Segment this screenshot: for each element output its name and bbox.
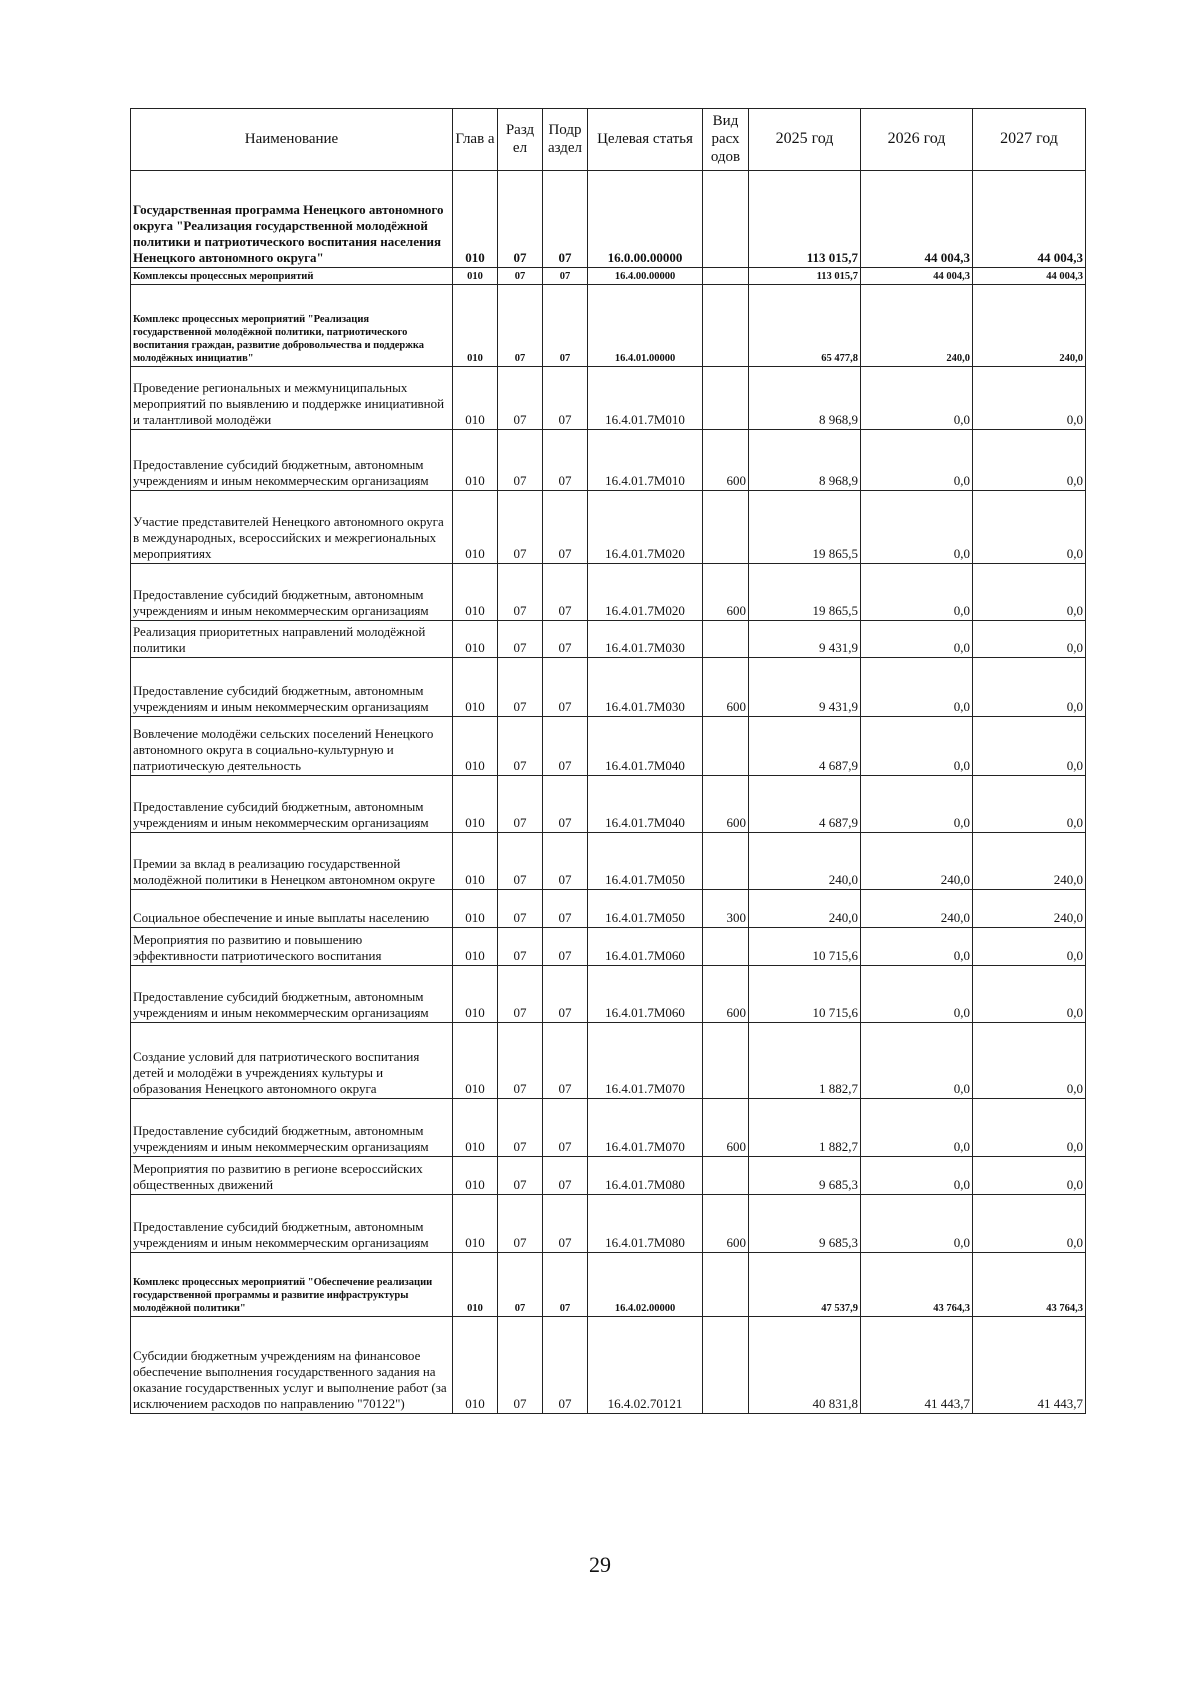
row-podrazdel: 07 bbox=[543, 1157, 588, 1195]
row-tselevaya: 16.4.01.7М060 bbox=[588, 928, 703, 966]
row-vid bbox=[703, 1157, 749, 1195]
row-name: Социальное обеспечение и иные выплаты населению bbox=[131, 890, 453, 928]
row-2027: 0,0 bbox=[973, 621, 1086, 658]
row-glava: 010 bbox=[453, 268, 498, 285]
header-tselevaya: Целевая статья bbox=[588, 109, 703, 171]
row-vid: 600 bbox=[703, 966, 749, 1023]
row-2025: 8 968,9 bbox=[749, 430, 861, 491]
header-2025: 2025 год bbox=[749, 109, 861, 171]
header-name: Наименование bbox=[131, 109, 453, 171]
table-row bbox=[131, 491, 1086, 564]
row-tselevaya: 16.4.01.7М050 bbox=[588, 890, 703, 928]
row-tselevaya: 16.4.01.7М080 bbox=[588, 1195, 703, 1253]
row-vid bbox=[703, 285, 749, 367]
table-row bbox=[131, 658, 1086, 717]
row-name: Мероприятия по развитию и повышению эффективности патриотического воспитания bbox=[131, 928, 453, 966]
row-tselevaya: 16.4.02.00000 bbox=[588, 1253, 703, 1317]
row-podrazdel: 07 bbox=[543, 1317, 588, 1414]
row-tselevaya: 16.0.00.00000 bbox=[588, 171, 703, 268]
row-vid: 600 bbox=[703, 430, 749, 491]
row-name: Комплексы процессных мероприятий bbox=[131, 268, 453, 285]
row-2027: 0,0 bbox=[973, 1099, 1086, 1157]
row-tselevaya: 16.4.01.7М030 bbox=[588, 658, 703, 717]
row-glava: 010 bbox=[453, 491, 498, 564]
row-razdel: 07 bbox=[498, 776, 543, 833]
row-podrazdel: 07 bbox=[543, 966, 588, 1023]
row-razdel: 07 bbox=[498, 285, 543, 367]
row-glava: 010 bbox=[453, 1023, 498, 1099]
row-vid bbox=[703, 833, 749, 890]
row-vid: 600 bbox=[703, 1099, 749, 1157]
row-razdel: 07 bbox=[498, 1023, 543, 1099]
page-number: 29 bbox=[589, 1552, 611, 1577]
row-2027: 0,0 bbox=[973, 430, 1086, 491]
row-podrazdel: 07 bbox=[543, 430, 588, 491]
row-tselevaya: 16.4.01.7М030 bbox=[588, 621, 703, 658]
row-2025: 19 865,5 bbox=[749, 491, 861, 564]
row-2026: 0,0 bbox=[861, 966, 973, 1023]
row-glava: 010 bbox=[453, 1317, 498, 1414]
row-vid: 600 bbox=[703, 564, 749, 621]
table-row bbox=[131, 890, 1086, 928]
row-name: Комплекс процессных мероприятий "Обеспечение реализации государственной программы и развитие инфраструктуры молодёжной политики" bbox=[131, 1253, 453, 1317]
row-tselevaya: 16.4.01.7М040 bbox=[588, 717, 703, 776]
row-name: Комплекс процессных мероприятий "Реализация государственной молодёжной политики, патриотического воспитания граждан, развитие добровольчества и поддержка молодёжных инициатив" bbox=[131, 285, 453, 367]
table-row bbox=[131, 1023, 1086, 1099]
row-glava: 010 bbox=[453, 621, 498, 658]
table-row bbox=[131, 285, 1086, 367]
table-row bbox=[131, 1195, 1086, 1253]
row-podrazdel: 07 bbox=[543, 491, 588, 564]
row-name: Предоставление субсидий бюджетным, автономным учреждениям и иным некоммерческим организациям bbox=[131, 1099, 453, 1157]
row-glava: 010 bbox=[453, 564, 498, 621]
row-razdel: 07 bbox=[498, 833, 543, 890]
row-2027: 44 004,3 bbox=[973, 171, 1086, 268]
row-2025: 240,0 bbox=[749, 833, 861, 890]
row-name: Государственная программа Ненецкого автономного округа "Реализация государственной молодёжной политики и патриотического воспитания населения Ненецкого автономного округа" bbox=[131, 171, 453, 268]
header-2027: 2027 год bbox=[973, 109, 1086, 171]
row-glava: 010 bbox=[453, 171, 498, 268]
row-razdel: 07 bbox=[498, 367, 543, 430]
row-glava: 010 bbox=[453, 285, 498, 367]
row-tselevaya: 16.4.01.00000 bbox=[588, 285, 703, 367]
row-2027: 0,0 bbox=[973, 1023, 1086, 1099]
row-razdel: 07 bbox=[498, 966, 543, 1023]
row-vid bbox=[703, 717, 749, 776]
row-podrazdel: 07 bbox=[543, 621, 588, 658]
table-row bbox=[131, 1099, 1086, 1157]
row-razdel: 07 bbox=[498, 658, 543, 717]
row-name: Предоставление субсидий бюджетным, автономным учреждениям и иным некоммерческим организациям bbox=[131, 430, 453, 491]
table-body bbox=[131, 171, 1086, 1414]
row-podrazdel: 07 bbox=[543, 776, 588, 833]
row-2025: 47 537,9 bbox=[749, 1253, 861, 1317]
row-tselevaya: 16.4.01.7М060 bbox=[588, 966, 703, 1023]
row-2026: 240,0 bbox=[861, 833, 973, 890]
row-2027: 240,0 bbox=[973, 285, 1086, 367]
row-2026: 0,0 bbox=[861, 367, 973, 430]
row-glava: 010 bbox=[453, 367, 498, 430]
row-2027: 0,0 bbox=[973, 658, 1086, 717]
row-2026: 240,0 bbox=[861, 890, 973, 928]
row-podrazdel: 07 bbox=[543, 285, 588, 367]
row-2025: 1 882,7 bbox=[749, 1023, 861, 1099]
row-2026: 0,0 bbox=[861, 1099, 973, 1157]
row-glava: 010 bbox=[453, 430, 498, 491]
row-name: Предоставление субсидий бюджетным, автономным учреждениям и иным некоммерческим организациям bbox=[131, 564, 453, 621]
row-glava: 010 bbox=[453, 1099, 498, 1157]
row-razdel: 07 bbox=[498, 1253, 543, 1317]
row-tselevaya: 16.4.01.7М010 bbox=[588, 430, 703, 491]
table-row bbox=[131, 268, 1086, 285]
row-vid bbox=[703, 1253, 749, 1317]
row-2027: 0,0 bbox=[973, 1157, 1086, 1195]
row-vid bbox=[703, 621, 749, 658]
row-podrazdel: 07 bbox=[543, 1195, 588, 1253]
row-2025: 19 865,5 bbox=[749, 564, 861, 621]
row-name: Реализация приоритетных направлений молодёжной политики bbox=[131, 621, 453, 658]
row-tselevaya: 16.4.01.7М020 bbox=[588, 491, 703, 564]
row-podrazdel: 07 bbox=[543, 171, 588, 268]
row-2026: 0,0 bbox=[861, 1157, 973, 1195]
budget-table bbox=[130, 108, 1086, 1414]
row-name: Предоставление субсидий бюджетным, автономным учреждениям и иным некоммерческим организациям bbox=[131, 776, 453, 833]
table-row bbox=[131, 1317, 1086, 1414]
row-glava: 010 bbox=[453, 966, 498, 1023]
row-razdel: 07 bbox=[498, 928, 543, 966]
row-razdel: 07 bbox=[498, 621, 543, 658]
row-vid: 600 bbox=[703, 776, 749, 833]
table-row bbox=[131, 717, 1086, 776]
row-2027: 0,0 bbox=[973, 928, 1086, 966]
row-vid bbox=[703, 1023, 749, 1099]
row-razdel: 07 bbox=[498, 491, 543, 564]
row-vid: 300 bbox=[703, 890, 749, 928]
row-2027: 44 004,3 bbox=[973, 268, 1086, 285]
row-name: Премии за вклад в реализацию государственной молодёжной политики в Ненецком автономном округе bbox=[131, 833, 453, 890]
row-razdel: 07 bbox=[498, 1195, 543, 1253]
row-2025: 4 687,9 bbox=[749, 717, 861, 776]
row-vid bbox=[703, 1317, 749, 1414]
row-glava: 010 bbox=[453, 1157, 498, 1195]
row-2025: 1 882,7 bbox=[749, 1099, 861, 1157]
row-2026: 0,0 bbox=[861, 1195, 973, 1253]
row-razdel: 07 bbox=[498, 268, 543, 285]
header-2026: 2026 год bbox=[861, 109, 973, 171]
table-row bbox=[131, 564, 1086, 621]
table-row bbox=[131, 966, 1086, 1023]
row-2026: 0,0 bbox=[861, 564, 973, 621]
row-2026: 0,0 bbox=[861, 658, 973, 717]
row-2027: 0,0 bbox=[973, 491, 1086, 564]
row-2026: 43 764,3 bbox=[861, 1253, 973, 1317]
row-razdel: 07 bbox=[498, 1099, 543, 1157]
header-glava: Глав а bbox=[453, 109, 498, 171]
row-2026: 44 004,3 bbox=[861, 268, 973, 285]
row-razdel: 07 bbox=[498, 890, 543, 928]
row-2027: 0,0 bbox=[973, 717, 1086, 776]
row-2026: 0,0 bbox=[861, 776, 973, 833]
row-razdel: 07 bbox=[498, 717, 543, 776]
row-glava: 010 bbox=[453, 658, 498, 717]
row-razdel: 07 bbox=[498, 171, 543, 268]
row-name: Мероприятия по развитию в регионе всероссийских общественных движений bbox=[131, 1157, 453, 1195]
row-glava: 010 bbox=[453, 833, 498, 890]
row-2027: 0,0 bbox=[973, 966, 1086, 1023]
row-glava: 010 bbox=[453, 890, 498, 928]
row-name: Создание условий для патриотического воспитания детей и молодёжи в учреждениях культуры и образования Ненецкого автономного округа bbox=[131, 1023, 453, 1099]
table-row bbox=[131, 430, 1086, 491]
row-2026: 0,0 bbox=[861, 717, 973, 776]
row-2026: 0,0 bbox=[861, 491, 973, 564]
table-row bbox=[131, 171, 1086, 268]
table-row bbox=[131, 621, 1086, 658]
row-tselevaya: 16.4.01.7М020 bbox=[588, 564, 703, 621]
row-tselevaya: 16.4.01.7М080 bbox=[588, 1157, 703, 1195]
row-podrazdel: 07 bbox=[543, 1023, 588, 1099]
row-razdel: 07 bbox=[498, 1317, 543, 1414]
row-2025: 113 015,7 bbox=[749, 268, 861, 285]
row-vid bbox=[703, 928, 749, 966]
row-podrazdel: 07 bbox=[543, 268, 588, 285]
row-2025: 10 715,6 bbox=[749, 966, 861, 1023]
row-2025: 240,0 bbox=[749, 890, 861, 928]
row-2027: 41 443,7 bbox=[973, 1317, 1086, 1414]
row-podrazdel: 07 bbox=[543, 564, 588, 621]
table-row bbox=[131, 928, 1086, 966]
row-2026: 0,0 bbox=[861, 621, 973, 658]
row-2025: 65 477,8 bbox=[749, 285, 861, 367]
row-podrazdel: 07 bbox=[543, 833, 588, 890]
row-2027: 0,0 bbox=[973, 1195, 1086, 1253]
header-podrazdel: Подр аздел bbox=[543, 109, 588, 171]
row-2025: 9 431,9 bbox=[749, 621, 861, 658]
row-vid bbox=[703, 491, 749, 564]
row-2026: 41 443,7 bbox=[861, 1317, 973, 1414]
table-row bbox=[131, 1157, 1086, 1195]
row-razdel: 07 bbox=[498, 430, 543, 491]
row-podrazdel: 07 bbox=[543, 367, 588, 430]
row-2025: 9 685,3 bbox=[749, 1157, 861, 1195]
row-podrazdel: 07 bbox=[543, 928, 588, 966]
row-tselevaya: 16.4.00.00000 bbox=[588, 268, 703, 285]
row-vid bbox=[703, 171, 749, 268]
row-glava: 010 bbox=[453, 1253, 498, 1317]
row-glava: 010 bbox=[453, 776, 498, 833]
table-row bbox=[131, 776, 1086, 833]
row-2027: 0,0 bbox=[973, 776, 1086, 833]
row-tselevaya: 16.4.01.7М010 bbox=[588, 367, 703, 430]
row-2025: 40 831,8 bbox=[749, 1317, 861, 1414]
row-name: Проведение региональных и межмуниципальных мероприятий по выявлению и поддержке инициативной и талантливой молодёжи bbox=[131, 367, 453, 430]
row-2026: 240,0 bbox=[861, 285, 973, 367]
row-2026: 44 004,3 bbox=[861, 171, 973, 268]
row-tselevaya: 16.4.01.7М050 bbox=[588, 833, 703, 890]
row-razdel: 07 bbox=[498, 1157, 543, 1195]
row-glava: 010 bbox=[453, 717, 498, 776]
header-vid: Вид расх одов bbox=[703, 109, 749, 171]
row-tselevaya: 16.4.01.7М070 bbox=[588, 1023, 703, 1099]
row-2026: 0,0 bbox=[861, 1023, 973, 1099]
row-name: Вовлечение молодёжи сельских поселений Ненецкого автономного округа в социально-культурную и патриотическую деятельность bbox=[131, 717, 453, 776]
header-razdel: Разд ел bbox=[498, 109, 543, 171]
row-2025: 8 968,9 bbox=[749, 367, 861, 430]
row-2025: 113 015,7 bbox=[749, 171, 861, 268]
row-glava: 010 bbox=[453, 928, 498, 966]
row-2026: 0,0 bbox=[861, 430, 973, 491]
table-row bbox=[131, 367, 1086, 430]
row-2027: 240,0 bbox=[973, 890, 1086, 928]
row-vid: 600 bbox=[703, 658, 749, 717]
row-2025: 10 715,6 bbox=[749, 928, 861, 966]
row-vid bbox=[703, 367, 749, 430]
header-row bbox=[131, 109, 1086, 171]
table-row bbox=[131, 833, 1086, 890]
row-vid bbox=[703, 268, 749, 285]
row-2027: 240,0 bbox=[973, 833, 1086, 890]
row-2027: 0,0 bbox=[973, 367, 1086, 430]
row-2025: 4 687,9 bbox=[749, 776, 861, 833]
row-podrazdel: 07 bbox=[543, 658, 588, 717]
row-2025: 9 685,3 bbox=[749, 1195, 861, 1253]
row-name: Предоставление субсидий бюджетным, автономным учреждениям и иным некоммерческим организациям bbox=[131, 966, 453, 1023]
row-2027: 43 764,3 bbox=[973, 1253, 1086, 1317]
row-podrazdel: 07 bbox=[543, 1253, 588, 1317]
row-glava: 010 bbox=[453, 1195, 498, 1253]
row-2026: 0,0 bbox=[861, 928, 973, 966]
row-podrazdel: 07 bbox=[543, 1099, 588, 1157]
row-name: Участие представителей Ненецкого автономного округа в международных, всероссийских и межрегиональных мероприятиях bbox=[131, 491, 453, 564]
table-row bbox=[131, 1253, 1086, 1317]
row-name: Субсидии бюджетным учреждениям на финансовое обеспечение выполнения государственного задания на оказание государственных услуг и выполнение работ (за исключением расходов по направлению "70122") bbox=[131, 1317, 453, 1414]
row-tselevaya: 16.4.01.7М040 bbox=[588, 776, 703, 833]
row-2025: 9 431,9 bbox=[749, 658, 861, 717]
row-2027: 0,0 bbox=[973, 564, 1086, 621]
row-vid: 600 bbox=[703, 1195, 749, 1253]
row-name: Предоставление субсидий бюджетным, автономным учреждениям и иным некоммерческим организациям bbox=[131, 658, 453, 717]
row-name: Предоставление субсидий бюджетным, автономным учреждениям и иным некоммерческим организациям bbox=[131, 1195, 453, 1253]
row-tselevaya: 16.4.01.7М070 bbox=[588, 1099, 703, 1157]
row-tselevaya: 16.4.02.70121 bbox=[588, 1317, 703, 1414]
row-razdel: 07 bbox=[498, 564, 543, 621]
row-podrazdel: 07 bbox=[543, 890, 588, 928]
row-podrazdel: 07 bbox=[543, 717, 588, 776]
